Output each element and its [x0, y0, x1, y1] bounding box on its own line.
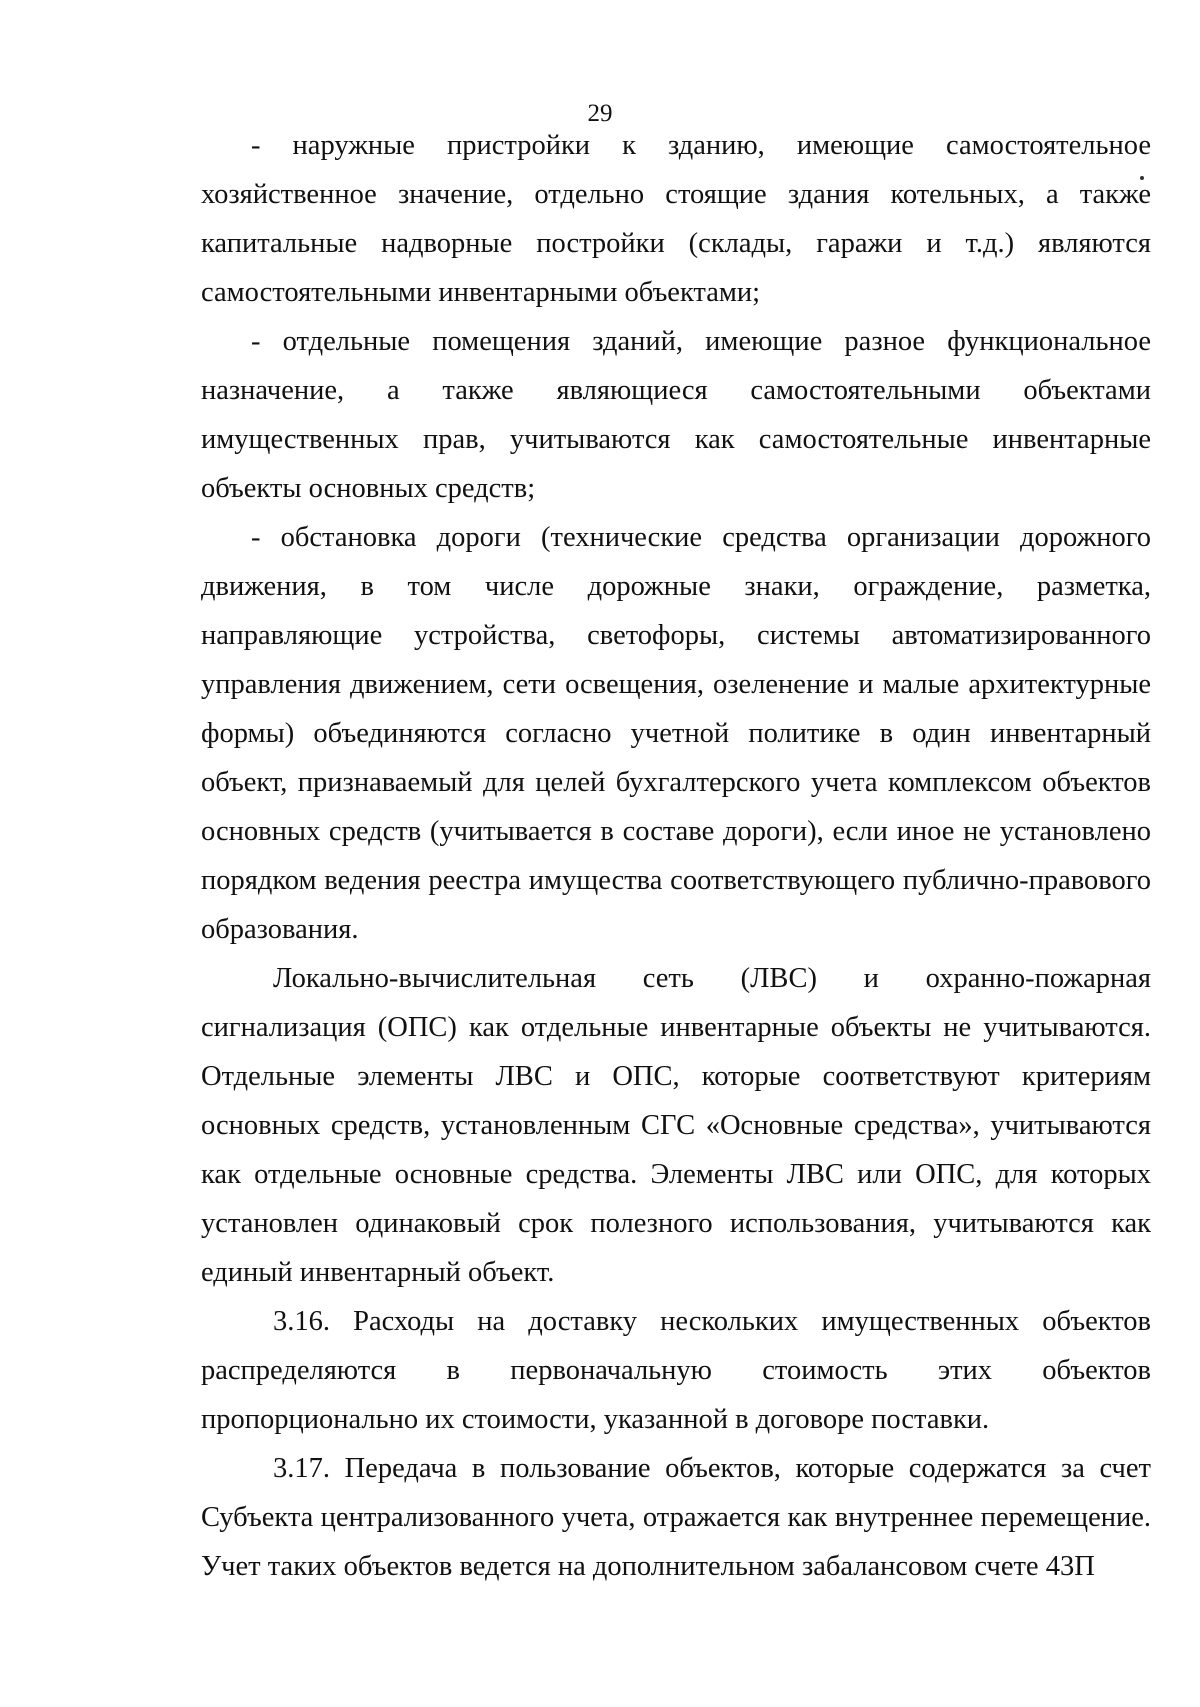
paragraph-lan-fire-alarm: Локально-вычислительная сеть (ЛВС) и охранно-пожарная сигнализация (ОПС) как отдельные инвентарные объекты не учитываются. Отдельные элементы ЛВС и ОПС, которые соответствуют критериям основных средств, установленным СГС «Основные средства», учитываются как отдельные основные средства. Элементы ЛВС или ОПС, для которых установлен одинаковый срок полезного использования, учитываются как единый инвентарный объект. [201, 963, 1151, 1288]
paragraph-3-17: 3.17. Передача в пользование объектов, которые содержатся за счет Субъекта централизованного учета, отражается как внутреннее перемещение. Учет таких объектов ведется на дополнительном забалансовом счете 43П [201, 1453, 1151, 1582]
paragraph-building-premises: - отдельные помещения зданий, имеющие разное функциональное назначение, а также являющиеся самостоятельными объектами имущественных прав, учитываются как самостоятельные инвентарные объекты основных средств; [201, 326, 1151, 504]
paragraph-outbuildings: - наружные пристройки к зданию, имеющие самостоятельное хозяйственное значение, отдельно стоящие здания котельных, а также капитальные надворные постройки (склады, гаражи и т.д.) являются самостоятельными инвентарными объектами; [201, 130, 1151, 308]
page-number: 29 [587, 100, 613, 127]
document-body [201, 121, 1151, 1591]
paragraph-3-16: 3.16. Расходы на доставку нескольких имущественных объектов распределяются в первоначальную стоимость этих объектов пропорционально их стоимости, указанной в договоре поставки. [201, 1306, 1151, 1435]
paragraph-road-furnishings: - обстановка дороги (технические средства организации дорожного движения, в том числе дорожные знаки, ограждение, разметка, направляющие устройства, светофоры, системы автоматизированного управления движением, сети освещения, озеленение и малые архитектурные формы) объединяются согласно учетной политике в один инвентарный объект, признаваемый для целей бухгалтерского учета комплексом объектов основных средств (учитывается в составе дороги), если иное не установлено порядком ведения реестра имущества соответствующего публично-правового образования. [201, 522, 1151, 945]
